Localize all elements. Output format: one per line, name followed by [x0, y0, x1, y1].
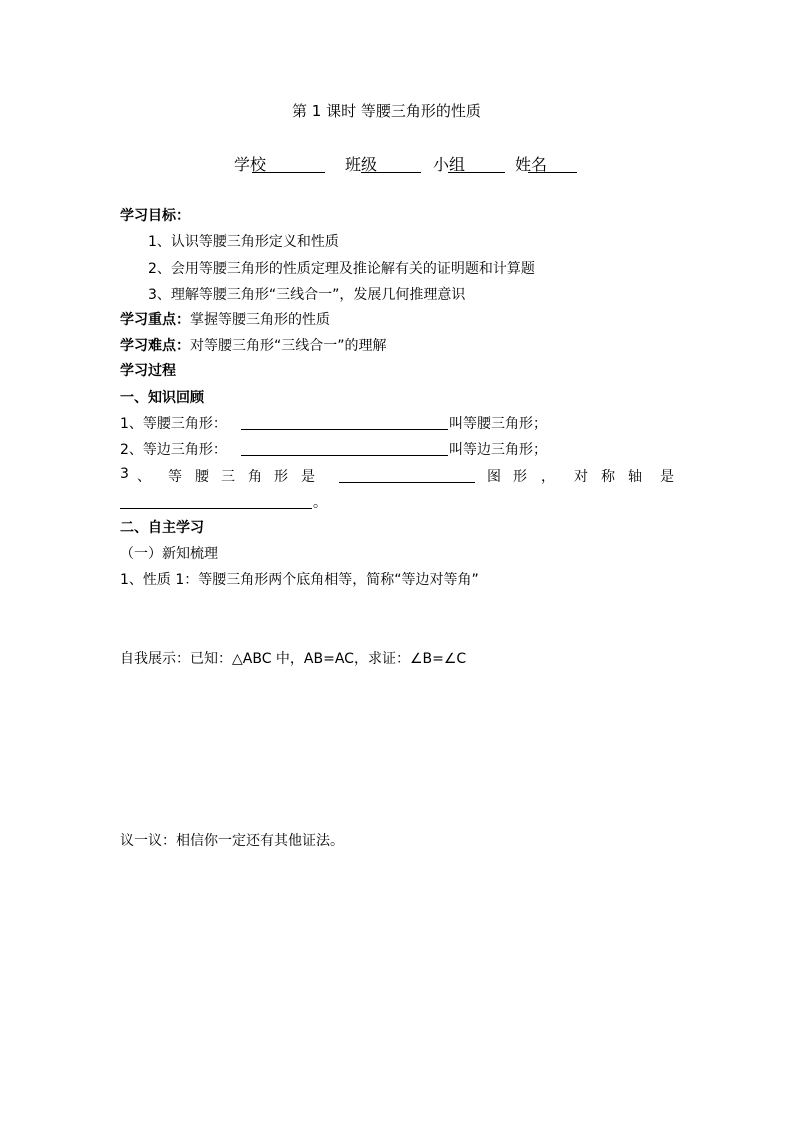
class-label: 班级	[345, 155, 378, 174]
q2-prefix: 2、等边三角形：	[120, 442, 227, 458]
property1-text: 1、性质 1：等腰三角形两个底角相等，简称“等边对等角”	[120, 572, 479, 588]
school-label: 学校	[234, 155, 267, 174]
process-heading: 学习过程	[120, 363, 176, 379]
q3-char: 腰	[195, 469, 209, 485]
q2-suffix: 叫等边三角形；	[449, 442, 547, 458]
q1-prefix: 1、等腰三角形：	[120, 416, 227, 432]
name-blank[interactable]	[528, 156, 577, 173]
objective-item: 3、理解等腰三角形“三线合一”，发展几何推理意识	[148, 287, 466, 303]
page-title: 第 1 课时 等腰三角形的性质	[292, 102, 481, 120]
q3-char: 轴	[628, 469, 642, 485]
q3-char: 等	[168, 469, 182, 485]
q3-char: 是	[301, 469, 315, 485]
q3-char: 角	[248, 469, 262, 485]
q1-suffix: 叫等腰三角形；	[449, 416, 547, 432]
group-label: 小组	[433, 155, 466, 174]
q3-blank-axis[interactable]	[120, 492, 312, 509]
name-label: 姓名	[515, 155, 548, 174]
q2-blank[interactable]	[241, 439, 448, 456]
difficulty-row	[120, 335, 387, 355]
q3-char: 是	[660, 469, 674, 485]
q3-char: 形	[513, 469, 527, 485]
difficulty-text: 对等腰三角形“三线合一”的理解	[190, 338, 387, 354]
q3-char: 称	[601, 469, 615, 485]
section2-subheading: （一）新知梳理	[120, 546, 218, 562]
q3-char: 3	[120, 466, 129, 482]
class-blank[interactable]	[361, 156, 421, 173]
key-point-text: 掌握等腰三角形的性质	[190, 312, 330, 328]
q3-end: 。	[313, 495, 327, 511]
q3-char: 三	[221, 469, 235, 485]
q3-char: ，	[541, 469, 555, 485]
q1-blank[interactable]	[241, 413, 448, 430]
objective-item: 1、认识等腰三角形定义和性质	[148, 234, 339, 250]
section1-heading: 一、知识回顾	[120, 390, 204, 406]
section2-heading: 二、自主学习	[120, 520, 204, 536]
q3-blank-shape[interactable]	[339, 466, 475, 483]
self-show-text: 自我展示：已知：△ABC 中，AB=AC，求证：∠B=∠C	[120, 651, 467, 667]
key-point-label: 学习重点：	[120, 312, 190, 328]
q3-char: 、	[137, 469, 151, 485]
school-blank[interactable]	[252, 156, 325, 173]
q3-char: 图	[487, 469, 501, 485]
discuss-text: 议一议：相信你一定还有其他证法。	[120, 833, 344, 849]
q3-char: 形	[274, 469, 288, 485]
difficulty-label: 学习难点：	[120, 338, 190, 354]
objectives-heading: 学习目标：	[120, 208, 190, 224]
key-point-row	[120, 309, 330, 329]
q3-char: 对	[574, 469, 588, 485]
objective-item: 2、会用等腰三角形的性质定理及推论解有关的证明题和计算题	[148, 261, 535, 277]
group-blank[interactable]	[448, 156, 505, 173]
